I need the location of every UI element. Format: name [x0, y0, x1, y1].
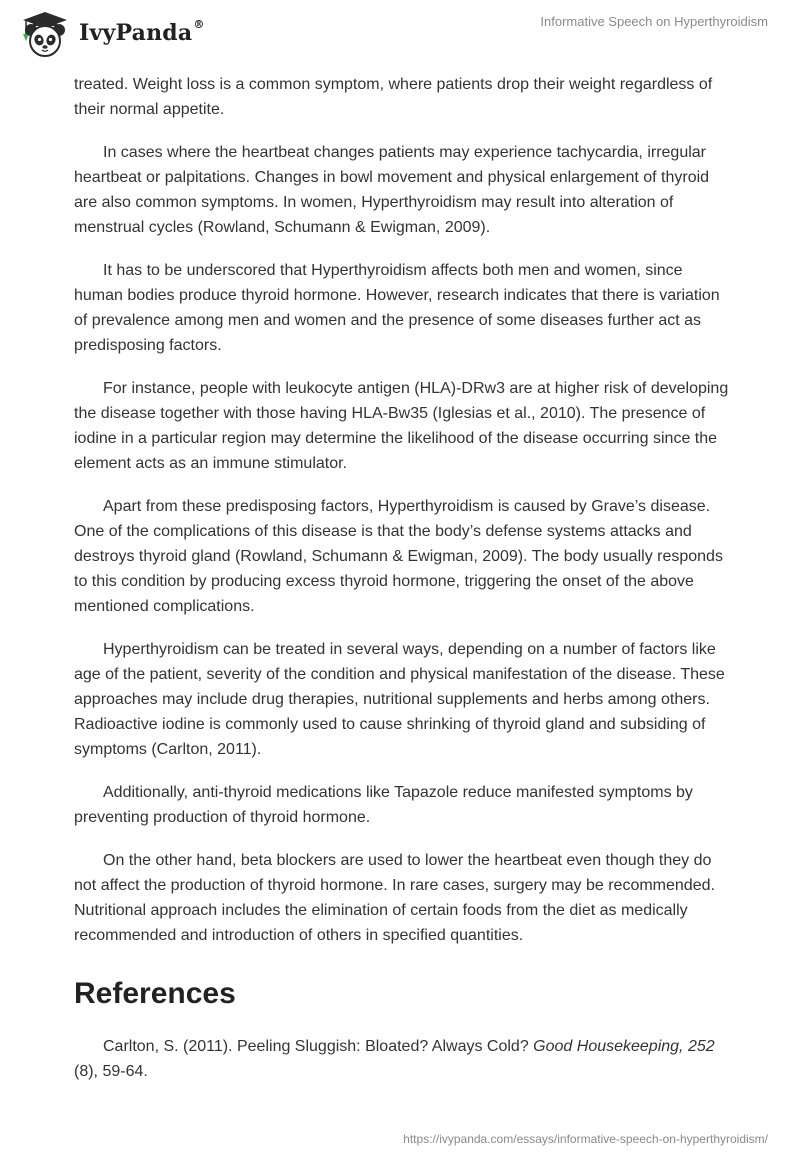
ivypanda-logo[interactable]	[15, 8, 205, 60]
source-url[interactable]: https://ivypanda.com/essays/informative-speech-on-hyperthyroidism/	[403, 1132, 768, 1146]
paragraph: It has to be underscored that Hyperthyroidism affects both men and women, since human bodies produce thyroid hormone. However, research indicates that there is variation of prevalence among men and women and the presence of some diseases further act as predisposing factors.	[74, 262, 720, 354]
paragraph: On the other hand, beta blockers are used to lower the heartbeat even though they do not affect the production of thyroid hormone. In rare cases, surgery may be recommended. Nutritional approach includes the elimination of certain foods from the diet as medically recommended and introduction of others in specified quantities.	[74, 852, 715, 944]
paragraph: Apart from these predisposing factors, Hyperthyroidism is caused by Grave’s disease. One of the complications of this disease is that the body’s defense systems attacks and destroys thyroid gland (Rowland, Schumann & Ewigman, 2009). The body usually responds to this condition by producing excess thyroid hormone, triggering the onset of the above mentioned complications.	[74, 498, 723, 615]
page-header	[0, 0, 800, 70]
essay-body	[74, 72, 734, 1084]
reference-pages: (8), 59-64.	[74, 1063, 148, 1080]
reference-volume: 252	[687, 1038, 715, 1055]
registered-mark: ®	[193, 18, 205, 31]
reference-journal: Good Housekeeping,	[533, 1038, 684, 1055]
paragraph: Additionally, anti-thyroid medications like Tapazole reduce manifested symptoms by preventing production of thyroid hormone.	[74, 784, 693, 826]
brand-name: IvyPanda®	[79, 18, 205, 46]
paragraph: For instance, people with leukocyte antigen (HLA)-DRw3 are at higher risk of developing the disease together with those having HLA-Bw35 (Iglesias et al., 2010). The presence of iodine in a particular region may determine the likelihood of the disease occurring since the element acts as an immune stimulator.	[74, 380, 729, 472]
paragraph: treated. Weight loss is a common symptom, where patients drop their weight regardless of their normal appetite.	[74, 76, 713, 118]
paragraph: In cases where the heartbeat changes patients may experience tachycardia, irregular heartbeat or palpitations. Changes in bowl movement and physical enlargement of thyroid are also common symptoms. In women, Hyperthyroidism may result into alteration of menstrual cycles (Rowland, Schumann & Ewigman, 2009).	[74, 144, 710, 236]
references-heading: References	[74, 977, 236, 1010]
panda-logo-icon	[15, 8, 75, 60]
reference-citation: Carlton, S. (2011). Peeling Sluggish: Bloated? Always Cold?	[103, 1038, 534, 1055]
reference-entry	[74, 1034, 734, 1084]
document-title: Informative Speech on Hyperthyroidism	[540, 14, 768, 29]
paragraph: Hyperthyroidism can be treated in several ways, depending on a number of factors like age of the patient, severity of the condition and physical manifestation of the disease. These approaches may include drug therapies, nutritional supplements and herbs among others. Radioactive iodine is commonly used to cause shrinking of thyroid gland and subsiding of symptoms (Carlton, 2011).	[74, 641, 725, 758]
